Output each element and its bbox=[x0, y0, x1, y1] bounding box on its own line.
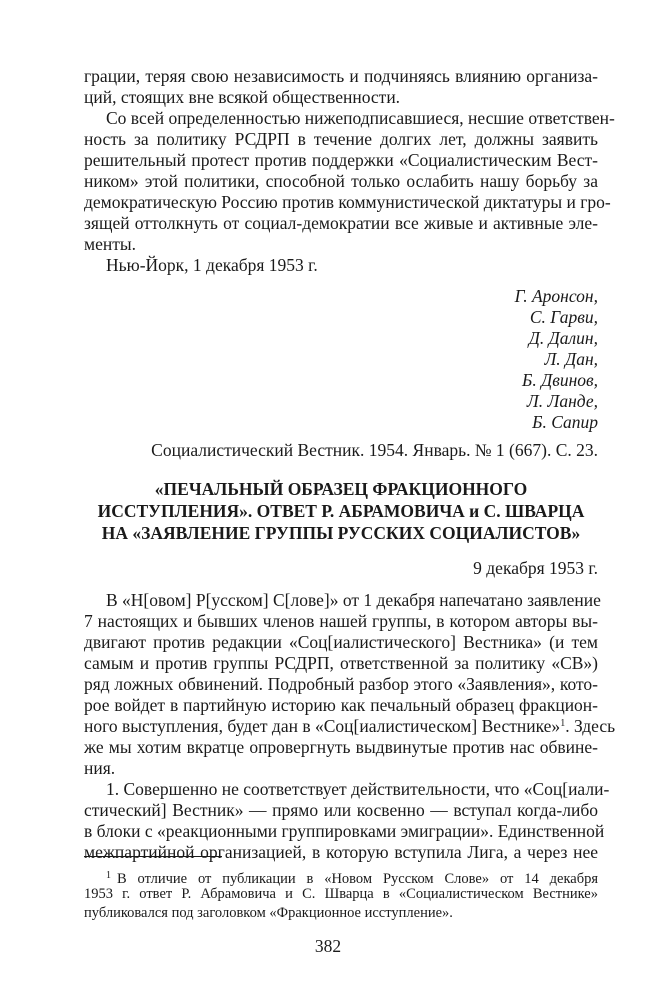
paragraph-3-line: рое войдет в партийную историю как печальный образец фракцион- bbox=[84, 695, 598, 715]
footnote-line: публиковался под заголовком «Фракционное исступление». bbox=[84, 905, 453, 921]
signatory: Д. Далин, bbox=[528, 328, 598, 348]
paragraph-2-line: демократическую Россию против коммунистической диктатуры и гро- bbox=[84, 192, 611, 212]
paragraph-3-line-tail: . Здесь bbox=[565, 716, 616, 736]
page-number: 382 bbox=[314, 936, 342, 956]
paragraph-1-line: ций, стоящих вне всякой общественности. bbox=[84, 87, 401, 107]
footnote-line-text: В отличие от публикации в «Новом Русском Слове» от 14 декабря bbox=[117, 871, 598, 887]
paragraph-3-line: двигают против редакции «Соц[иалистического] Вестника» (и тем bbox=[84, 632, 598, 652]
paragraph-3-line: же мы хотим вкратце опровергнуть выдвинутые против нас обвине- bbox=[84, 737, 598, 757]
signatory: С. Гарви, bbox=[529, 307, 598, 327]
paragraph-1-line: грации, теряя свою независимость и подчиняясь влиянию организа- bbox=[84, 66, 598, 86]
footnote-reference[interactable]: 1 bbox=[560, 718, 566, 729]
paragraph-2-line: решительный протест против поддержки «Социалистическим Вест- bbox=[84, 150, 598, 170]
footnote-divider bbox=[84, 856, 222, 857]
paragraph-3-line-with-footnote bbox=[84, 716, 616, 737]
paragraph-4-line: стический] Вестник» — прямо или косвенно — вступал когда-либо bbox=[84, 800, 598, 820]
section-date: 9 декабря 1953 г. bbox=[473, 558, 598, 578]
place-date: Нью-Йорк, 1 декабря 1953 г. bbox=[106, 255, 318, 275]
signatory: Л. Ланде, bbox=[526, 391, 598, 411]
paragraph-3-line-text: ного выступления, будет дан в «Соц[иалистическом] Вестнике» bbox=[84, 716, 561, 736]
signatory: Л. Дан, bbox=[544, 349, 598, 369]
paragraph-2-line: Со всей определенностью нижеподписавшиеся, несшие ответствен- bbox=[106, 108, 615, 128]
signatory: Б. Сапир bbox=[532, 412, 598, 432]
paragraph-4-line: 1. Совершенно не соответствует действительности, что «Соц[иали- bbox=[106, 779, 610, 799]
paragraph-2-line: зящей оттолкнуть от социал-демократии все живые и активные эле- bbox=[84, 213, 598, 233]
paragraph-2-line: ность за политику РСДРП в течение долгих лет, должны заявить bbox=[84, 129, 598, 149]
footnote-line: 1953 г. ответ Р. Абрамовича и С. Шварца в «Социалистическом Вестнике» bbox=[84, 886, 598, 902]
paragraph-3-line: В «Н[овом] Р[усском] С[лове]» от 1 декабря напечатано заявление bbox=[106, 590, 601, 610]
paragraph-2-line: менты. bbox=[84, 234, 136, 254]
paragraph-4-line: в блоки с «реакционными группировками эмиграции». Единственной bbox=[84, 821, 605, 841]
signatory: Б. Двинов, bbox=[522, 370, 598, 390]
paragraph-3-line: ния. bbox=[84, 758, 116, 778]
paragraph-3-line: самым и против группы РСДРП, ответственной за политику «СВ») bbox=[84, 653, 598, 673]
paragraph-3-line: 7 настоящих и бывших членов нашей группы, в котором авторы вы- bbox=[84, 611, 598, 631]
signatory: Г. Аронсон, bbox=[514, 286, 598, 306]
section-heading-line: НА «ЗАЯВЛЕНИЕ ГРУППЫ РУССКИХ СОЦИАЛИСТОВ» bbox=[101, 523, 581, 543]
paragraph-4-line: межпартийной организацией, в которую вступила Лига, а через нее bbox=[84, 842, 598, 862]
paragraph-3-line: ряд ложных обвинений. Подробный разбор этого «Заявления», кото- bbox=[84, 674, 598, 694]
source-citation: Социалистический Вестник. 1954. Январь. № 1 (667). С. 23. bbox=[151, 440, 598, 460]
footnote-line bbox=[106, 866, 598, 885]
footnote-number: 1 bbox=[106, 870, 111, 881]
section-heading-line: «ПЕЧАЛЬНЫЙ ОБРАЗЕЦ ФРАКЦИОННОГО bbox=[154, 479, 528, 499]
section-heading-line: ИССТУПЛЕНИЯ». ОТВЕТ Р. АБРАМОВИЧА и С. ШВАРЦА bbox=[97, 501, 585, 521]
paragraph-2-line: ником» этой политики, способной только ослабить нашу борьбу за bbox=[84, 171, 598, 191]
